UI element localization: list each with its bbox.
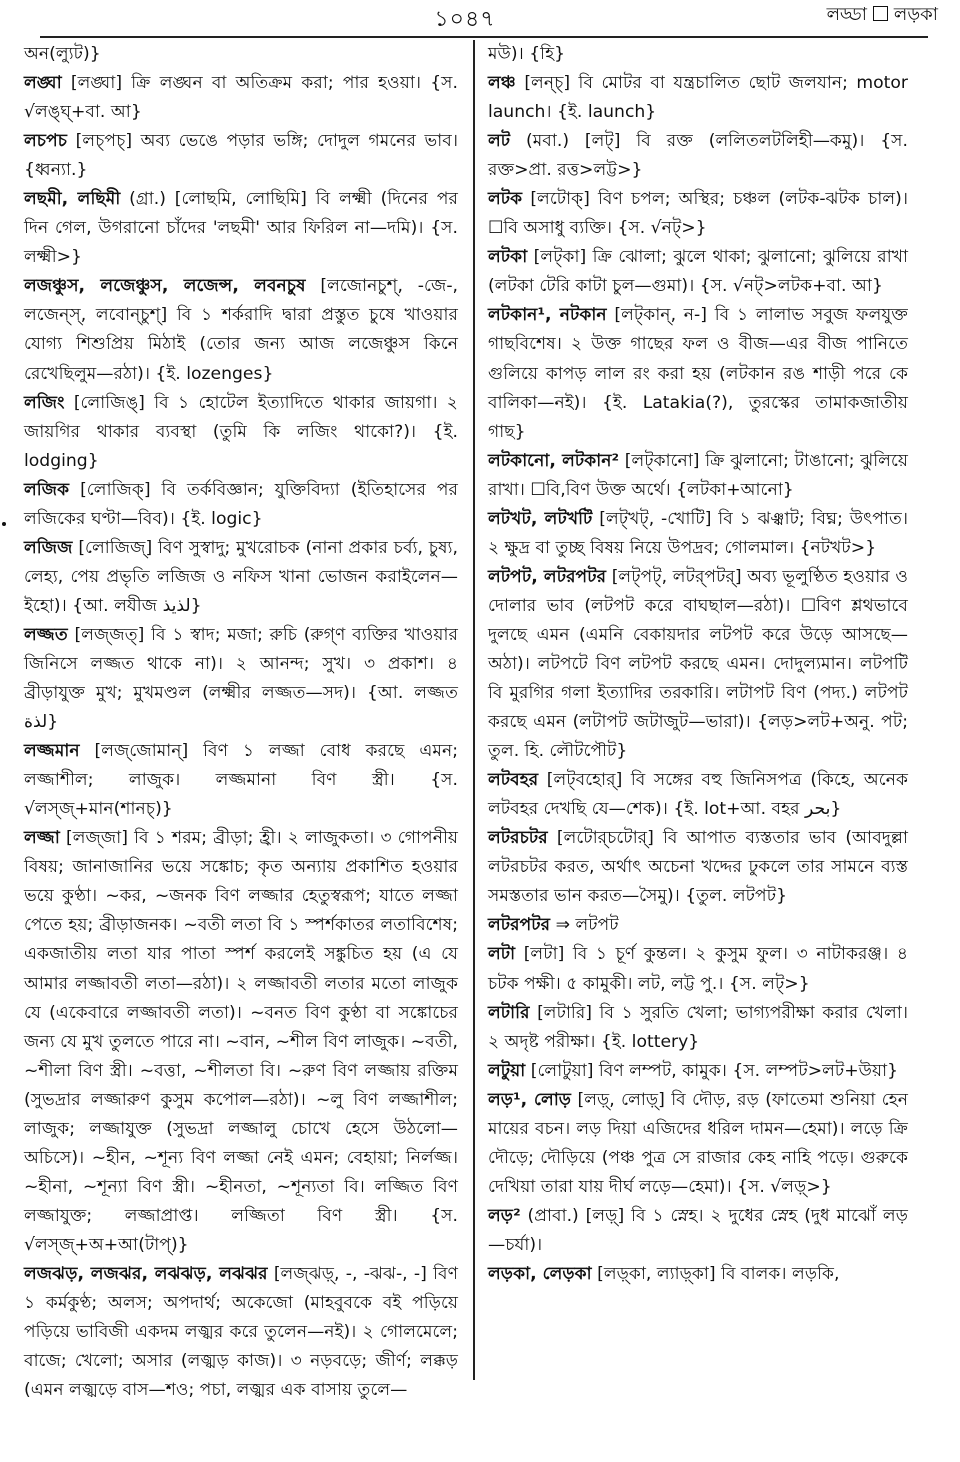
dictionary-entry bbox=[488, 940, 908, 998]
entry-definition: [লোটুয়া] বিণ লম্পট, কামুক। {স. লম্পট>লট+উয়া} bbox=[525, 1060, 899, 1081]
dictionary-entry bbox=[24, 272, 458, 388]
entry-definition: [লটোর্‌চটোর্‌] বি আপাত ব্যস্ততার ভাব (আবদুল্লা লটরচটর করত, অর্থাৎ অচেনা খদ্দের ঢুকলে তার সামনে ব্যস্ত সমস্ততার ভান করত—সৈমু)। {তুল. লটপট} bbox=[488, 828, 908, 907]
entry-definition: [লটা] বি ১ চূর্ণ কুন্তল। ২ কুসুম ফুল। ৩ নাটাকরঞ্জ। ৪ চটক পক্ষী। ৫ কামুকী। লট, লট্ট পু.। {স. লট্‌>} bbox=[488, 944, 908, 994]
entry-headword: লটপট, লটরপটর bbox=[488, 566, 607, 587]
entry-headword: লটকানো, লটকান² bbox=[488, 450, 620, 471]
dictionary-entry bbox=[24, 534, 458, 621]
dictionary-entry bbox=[488, 505, 908, 563]
entry-headword: লট bbox=[488, 131, 511, 152]
dictionary-entry bbox=[24, 621, 458, 737]
entry-headword: লটক bbox=[488, 189, 523, 210]
dictionary-entry bbox=[488, 1202, 908, 1260]
entry-headword: লটুয়া bbox=[488, 1060, 526, 1081]
dictionary-entry bbox=[488, 127, 908, 185]
right-column bbox=[488, 40, 908, 1289]
entry-definition: [লজ্‌জত্‌] বি ১ স্বাদ; মজা; রুচি (রুগ্ণ ব্যক্তির খাওয়ার জিনিসে লজ্জত থাকে না)। ২ আনন্দ; সুখ। ৩ প্রকাশ। ৪ ব্রীড়াযুক্ত মুখ; মুখমণ্ডল (লক্ষ্মীর লজ্জত—সদ)। {আ. লজ্জত لذة} bbox=[24, 624, 458, 733]
entry-definition: অন(ল্যুট)} bbox=[24, 44, 101, 64]
dictionary-entry bbox=[488, 563, 908, 766]
dictionary-entry bbox=[24, 824, 458, 1260]
entry-headword: লজ্জমান bbox=[24, 741, 80, 762]
entry-definition: [লোজিঙ্‌] বি ১ হোটেল ইত্যাদিতে থাকার জায়গা। ২ জায়গির থাকার ব্যবস্থা (তুমি কি লজিং থাকো?)। {ই. lodging} bbox=[24, 392, 458, 471]
entry-headword: লটখট, লটখটি bbox=[488, 508, 593, 529]
guide-word-right: লড়কা bbox=[893, 4, 938, 25]
column-divider bbox=[473, 40, 475, 1380]
guide-word-left: লড্ডা bbox=[826, 4, 867, 25]
top-rule bbox=[40, 36, 928, 38]
entry-definition: [লজ্‌জা] বি ১ শরম; ব্রীড়া; হ্রী। ২ লাজুকতা। ৩ গোপনীয় বিষয়; জানাজানির ভয়ে সঙ্কোচ; কৃত অন্যায় প্রকাশিত হওয়ার ভয়ে কুণ্ঠা। ~কর, ~জনক বিণ লজ্জার হেতুস্বরূপ; যাতে লজ্জা পেতে হয়; ব্রীড়াজনক। ~বতী লতা বি ১ স্পর্শকাতর লতাবিশেষ; একজাতীয় লতা যার পাতা স্পর্শ করলেই সঙ্কুচিত হয় (এ যে আমার লজ্জাবতী লতা—রঠা)। ২ লজ্জাবতী লতার মতো লাজুক যে (একেবারে লজ্জাবতী লতা)। ~বনত বিণ কুণ্ঠা বা সঙ্কোচের জন্য যে মুখ তুলতে পারে না। ~বান, ~শীল বিণ লাজুক। ~বতী, ~শীলা বিণ স্ত্রী। ~বত্তা, ~শীলতা বি। ~রুণ বিণ লজ্জায় রক্তিম (সুভদ্রার লজ্জারুণ কুসুম কপোল—রঠা)। ~লু বিণ লজ্জাশীল; লাজুক; লজ্জাযুক্ত (সুভদ্রা লজ্জালু চোখে হেসে উঠলো—অচিসে)। ~হীন, ~শূন্য বিণ লজ্জা নেই এমন; বেহায়া; নির্লজ্জ। ~হীনা, ~শূন্যা বিণ স্ত্রী। ~হীনতা, ~শূন্যতা বি। লজ্জিত বিণ লজ্জাযুক্ত; লজ্জাপ্রাপ্ত। লজ্জিতা বিণ স্ত্রী। {স. √লস্‌জ্‌+অ+আ(টাপ্‌)} bbox=[24, 828, 458, 1255]
entry-definition: [লট্‌কান্‌, ন-] বি ১ লালাভ সবুজ ফলযুক্ত গাছবিশেষ। ২ উক্ত গাছের ফল ও বীজ—এর বীজ পানিতে গুলিয়ে কাপড় লাল রং করা হয় (লটকান রঙ শাড়ী পরে কে বালিকা—নই)। {ই. Latakia(?), তুরস্কের তামাকজাতীয় গাছ} bbox=[488, 305, 909, 442]
entry-headword: লজঞ্চুস, লজেঞ্চুস, লজেন্স, লবনচুষ bbox=[24, 276, 306, 297]
dictionary-entry bbox=[24, 40, 458, 69]
entry-headword: লজ্জত bbox=[24, 624, 68, 645]
entry-headword: লজ্জা bbox=[24, 828, 60, 849]
dictionary-entry bbox=[488, 766, 908, 824]
dictionary-entry bbox=[488, 824, 908, 911]
entry-definition: ⇒ লটপট bbox=[550, 915, 619, 936]
dictionary-entry bbox=[24, 737, 458, 824]
entry-definition: [লজ্‌জোমান্‌] বিণ ১ লজ্জা বোধ করছে এমন; লজ্জাশীল; লাজুক। লজ্জমানা বিণ স্ত্রী। {স. √লস্‌জ্‌+মান(শানচ্‌)} bbox=[24, 741, 458, 820]
entry-definition: মউ)। {হি} bbox=[488, 44, 566, 64]
entry-headword: লচপচ bbox=[24, 131, 68, 152]
entry-definition: [লড়্‌, লোড়্‌] বি দৌড়, রড় (ফাতেমা শুনিয়া হেন মায়ের বচন। লড় দিয়া এজিদের ধরিল দামন—হেমা)। লড়ে ক্রি দৌড়ে; দৌড়িয়ে (পঞ্চ পুত্র সে রাজার কেহ নাহি পড়ে। গুরুকে দেখিয়া তারা যায় দীর্ঘ লড়ে—হেমা)। {স. √লড়্‌>} bbox=[488, 1089, 909, 1197]
entry-headword: লজিক bbox=[24, 479, 70, 500]
dictionary-entry bbox=[488, 185, 908, 243]
guide-words bbox=[827, 0, 938, 31]
entry-headword: লটবহর bbox=[488, 770, 539, 791]
entry-headword: লটা bbox=[488, 944, 516, 965]
guide-separator-box bbox=[873, 6, 888, 21]
left-column bbox=[24, 40, 458, 1405]
entry-headword: লটরপটর bbox=[488, 915, 551, 936]
entry-headword: লটকান¹, নটকান bbox=[488, 305, 607, 326]
entry-headword: লঙ্ঘা bbox=[24, 73, 62, 94]
dictionary-entry bbox=[24, 389, 458, 476]
entry-definition: [লঙ্ঘা] ক্রি লঙ্ঘন বা অতিক্রম করা; পার হওয়া। {স. √লঙ্ঘ্‌+বা. আ} bbox=[24, 73, 458, 123]
page-number: ১০৪৭ bbox=[434, 7, 496, 32]
entry-definition: [লটোক্‌] বিণ চপল; অস্থির; চঞ্চল (লটক-ঝটক চাল)। ☐বি অসাধু ব্যক্তি। {স. √নট্‌>} bbox=[488, 189, 908, 239]
entry-definition: [লচ্‌পচ্‌] অব্য ভেঙে পড়ার ভঙ্গি; দোদুল গমনের ভাব। {ধ্বন্যা.} bbox=[24, 131, 458, 181]
entry-definition: [লট্‌কা] ক্রি ঝোলা; ঝুলে থাকা; ঝুলানো; ঝুলিয়ে রাখা (লটকা টেরি কাটা চুল—গুমা)। {স. √নট্‌>লটক+বা. আ} bbox=[488, 247, 908, 297]
dictionary-entry bbox=[488, 911, 908, 940]
entry-headword: লটকা bbox=[488, 247, 528, 268]
entry-definition: [লট্‌কানো] ক্রি ঝুলানো; টাঙানো; ঝুলিয়ে রাখা। ☐বি,বিণ উক্ত অর্থে। {লটকা+আনো} bbox=[488, 450, 909, 500]
dictionary-entry bbox=[488, 69, 908, 127]
entry-definition: [লোজিজ্‌] বিণ সুস্বাদু; মুখরোচক (নানা প্রকার চর্ব্য, চুষ্য, লেহ্য, পেয় প্রভৃতি লজিজ ও নফিস খানা ভোজন করাইলেন—ইহো)। {আ. লযীজ لذيذ} bbox=[24, 537, 458, 616]
entry-definition: [লজ্‌ঝড়্‌, -, -ঝঝ-, -] বিণ ১ কর্মকুণ্ঠ; অলস; অপদার্থ; অকেজো (মাহবুবকে বই পড়িয়ে পড়িয়ে ভাবিজী একদম লজ্ঝর করে তুলেন—নই)। ২ গোলমেলে; বাজে; খেলো; অসার (লজ্ঝড় কাজ)। ৩ নড়বড়ে; জীর্ণ; লক্কড় (এমন লজ্ঝড়ে বাস—শও; পচা, লজ্ঝর এক বাসায় তুলে— bbox=[24, 1263, 458, 1401]
entry-definition: (মবা.) [লট্‌] বি রক্ত (ললিতলটলিহী—কমু)। {স. রক্ত>প্রা. রত্ত>লট্ট>} bbox=[488, 131, 908, 181]
entry-definition: (গ্রা.) [লোছমি, লোছিমি] বি লক্ষ্মী (দিনের পর দিন গেল, উগরানো চাঁদের 'লছমী' আর ফিরিল না—দমি)। {স. লক্ষ্মী>} bbox=[24, 189, 458, 268]
entry-headword: লঞ্চ bbox=[488, 73, 516, 94]
entry-definition: [লন্‌চ্‌] বি মোটর বা যন্ত্রচালিত ছোট জলযান; motor launch। {ই. launch} bbox=[488, 73, 908, 123]
dictionary-entry bbox=[488, 1260, 908, 1289]
dictionary-entry bbox=[488, 40, 908, 69]
entry-definition: (প্রাবা.) [লড়্‌] বি ১ স্নেহ। ২ দুধের স্নেহ (দুধ মাঝোঁ লড়—চর্যা)। bbox=[488, 1205, 908, 1255]
dictionary-entry bbox=[24, 127, 458, 185]
entry-headword: লজঝড়, লজঝর, লঝঝড়, লঝঝর bbox=[24, 1263, 268, 1284]
entry-definition: [লট্‌বহোর্‌] বি সঙ্গের বহু জিনিসপত্র (কিহে, অনেক লটবহর দেখছি যে—শেক)। {ই. lot+আ. বহর بحر} bbox=[488, 770, 908, 820]
entry-headword: লজিং bbox=[24, 392, 65, 413]
entry-headword: লটারি bbox=[488, 1002, 530, 1023]
dictionary-entry bbox=[488, 999, 908, 1057]
entry-headword: লজিজ bbox=[24, 537, 73, 558]
entry-definition: [লট্‌পট্‌, লটর্‌পটর্‌] অব্য ভূলুণ্ঠিত হওয়ার ও দোলার ভাব (লটপট করে বাঘছাল—রঠা)। ☐বিণ শ্লথভাবে দুলছে এমন (এমনি বেকায়দার লটপট করে উড়ে আসছে—অঠা)। লটপটে বিণ লটপট করছে এমন। দোদুল্যমান। লটপটি বি মুরগির গলা ইত্যাদির তরকারি। লটাপট বিণ (পদ্য.) লটপট করছে এমন (লটাপট জটাজুট—ভারা)। {লড়>লট+অনু. পট; তুল. হি. লৌটপৌট} bbox=[488, 566, 908, 762]
margin-mark bbox=[2, 522, 6, 526]
dictionary-entry bbox=[488, 447, 908, 505]
entry-definition: [লট্‌খট্‌, -খোটি] বি ১ ঝঞ্ঝাট; বিঘ্ন; উৎপাত। ২ ক্ষুদ্র বা তুচ্ছ বিষয় নিয়ে উপদ্রব; গোলমাল। {নটখট>} bbox=[488, 508, 909, 558]
dictionary-entry bbox=[488, 301, 908, 446]
entry-headword: লড়¹, লোড় bbox=[488, 1089, 572, 1110]
dictionary-entry bbox=[488, 1086, 908, 1202]
entry-headword: লছমী, লছিমী bbox=[24, 189, 121, 210]
dictionary-entry bbox=[488, 1057, 908, 1086]
entry-definition: [লড়্‌কা, ল্যাড়্‌কা] বি বালক। লড়কি, bbox=[591, 1263, 840, 1284]
dictionary-entry bbox=[24, 185, 458, 272]
dictionary-entry bbox=[24, 69, 458, 127]
entry-headword: লড়² bbox=[488, 1205, 521, 1226]
entry-definition: [লজোনচুশ্‌, -জে-, লজেন্‌স্‌, লবোন্‌চুশ্‌] বি ১ শর্করাদি দ্বারা প্রস্তুত চুষে খাওয়ার যোগ্য শিশুপ্রিয় মিঠাই (তোর জন্য আজ লজেঞ্চুস কিনে রেখেছিলুম—রঠা)। {ই. lozenges} bbox=[24, 276, 458, 384]
dictionary-entry bbox=[24, 476, 458, 534]
entry-headword: লড়কা, লেড়কা bbox=[488, 1263, 592, 1284]
dictionary-entry bbox=[488, 243, 908, 301]
entry-definition: [লোজিক্‌] বি তর্কবিজ্ঞান; যুক্তিবিদ্যা (ইতিহাসের পর লজিকের ঘণ্টা—বিব)। {ই. logic} bbox=[24, 479, 458, 529]
entry-headword: লটরচটর bbox=[488, 828, 548, 849]
entry-definition: [লটারি] বি ১ সুরতি খেলা; ভাগ্যপরীক্ষা করার খেলা। ২ অদৃষ্ট পরীক্ষা। {ই. lottery} bbox=[488, 1002, 908, 1052]
dictionary-entry bbox=[24, 1260, 458, 1405]
